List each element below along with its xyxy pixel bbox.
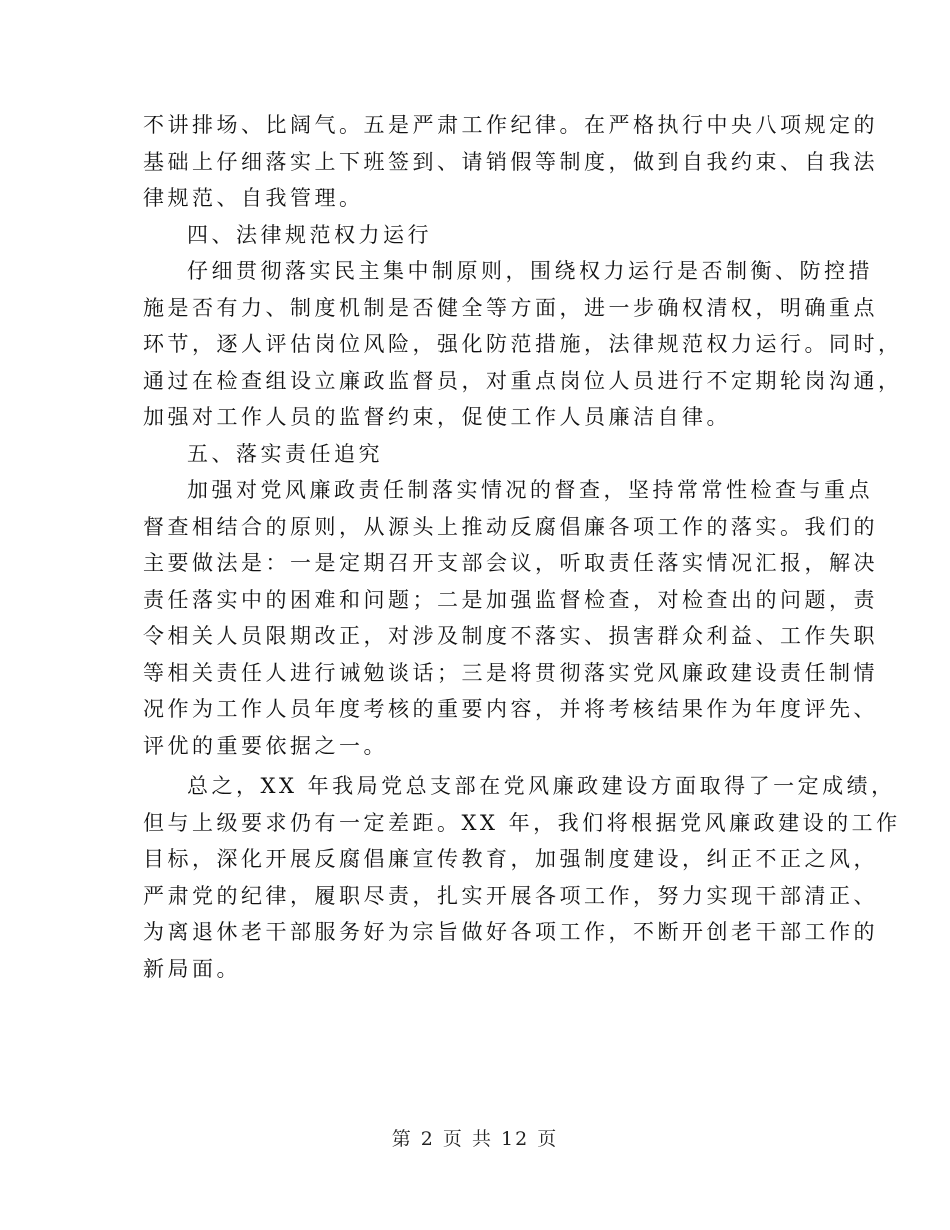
paragraph-line: 基础上仔细落实上下班签到、请销假等制度，做到自我约束、自我法 [143,149,878,174]
paragraph-line-indented: 加强对党风廉政责任制落实情况的督查，坚持常常性检查与重点 [187,478,873,502]
paragraph-line: 责任落实中的困难和问题；二是加强监督检查，对检查出的问题，责 [143,587,878,612]
paragraph-line: 新局面。 [143,956,241,981]
paragraph-line: 等相关责任人进行诫勉谈话；三是将贯彻落实党风廉政建设责任制情 [143,660,878,685]
page-footer: 第 2 页 共 12 页 [391,1128,559,1150]
paragraph-line: 但与上级要求仍有一定差距。XX 年，我们将根据党风廉政建设的工作 [143,810,901,835]
paragraph-line: 严肃党的纪律，履职尽责，扎实开展各项工作，努力实现干部清正、 [143,883,878,908]
paragraph-line-indented: 总之，XX 年我局党总支部在党风廉政建设方面取得了一定成绩， [187,774,896,798]
paragraph-line: 主要做法是：一是定期召开支部会议，听取责任落实情况汇报，解决 [143,551,878,575]
paragraph-line: 通过在检查组设立廉政监督员，对重点岗位人员进行不定期轮岗沟通， [143,368,903,393]
paragraph-line: 评优的重要依据之一。 [143,733,388,758]
paragraph-line: 环节，逐人评估岗位风险，强化防范措施，法律规范权力运行。同时， [143,332,903,356]
paragraph-line: 目标，深化开展反腐倡廉宣传教育，加强制度建设，纠正不正之风， [143,847,878,871]
document-body [143,107,903,987]
paragraph-line-indented: 仔细贯彻落实民主集中制原则，围绕权力运行是否制衡、防控措 [187,259,873,283]
paragraph-line: 加强对工作人员的监督约束，促使工作人员廉洁自律。 [143,405,731,429]
paragraph-line: 律规范、自我管理。 [143,186,364,210]
paragraph-line: 不讲排场、比阔气。五是严肃工作纪律。在严格执行中央八项规定的 [143,113,878,137]
paragraph-line: 为离退休老干部服务好为宗旨做好各项工作，不断开创老干部工作的 [143,920,878,944]
paragraph-line: 督查相结合的原则，从源头上推动反腐倡廉各项工作的落实。我们的 [143,514,878,539]
paragraph-line: 令相关人员限期改正，对涉及制度不落实、损害群众利益、工作失职 [143,624,878,648]
paragraph-line-indented: 五、落实责任追究 [187,441,383,466]
paragraph-line-indented: 四、法律规范权力运行 [187,222,432,247]
paragraph-line: 施是否有力、制度机制是否健全等方面，进一步确权清权，明确重点 [143,295,878,320]
paragraph-line: 况作为工作人员年度考核的重要内容，并将考核结果作为年度评先、 [143,697,878,721]
